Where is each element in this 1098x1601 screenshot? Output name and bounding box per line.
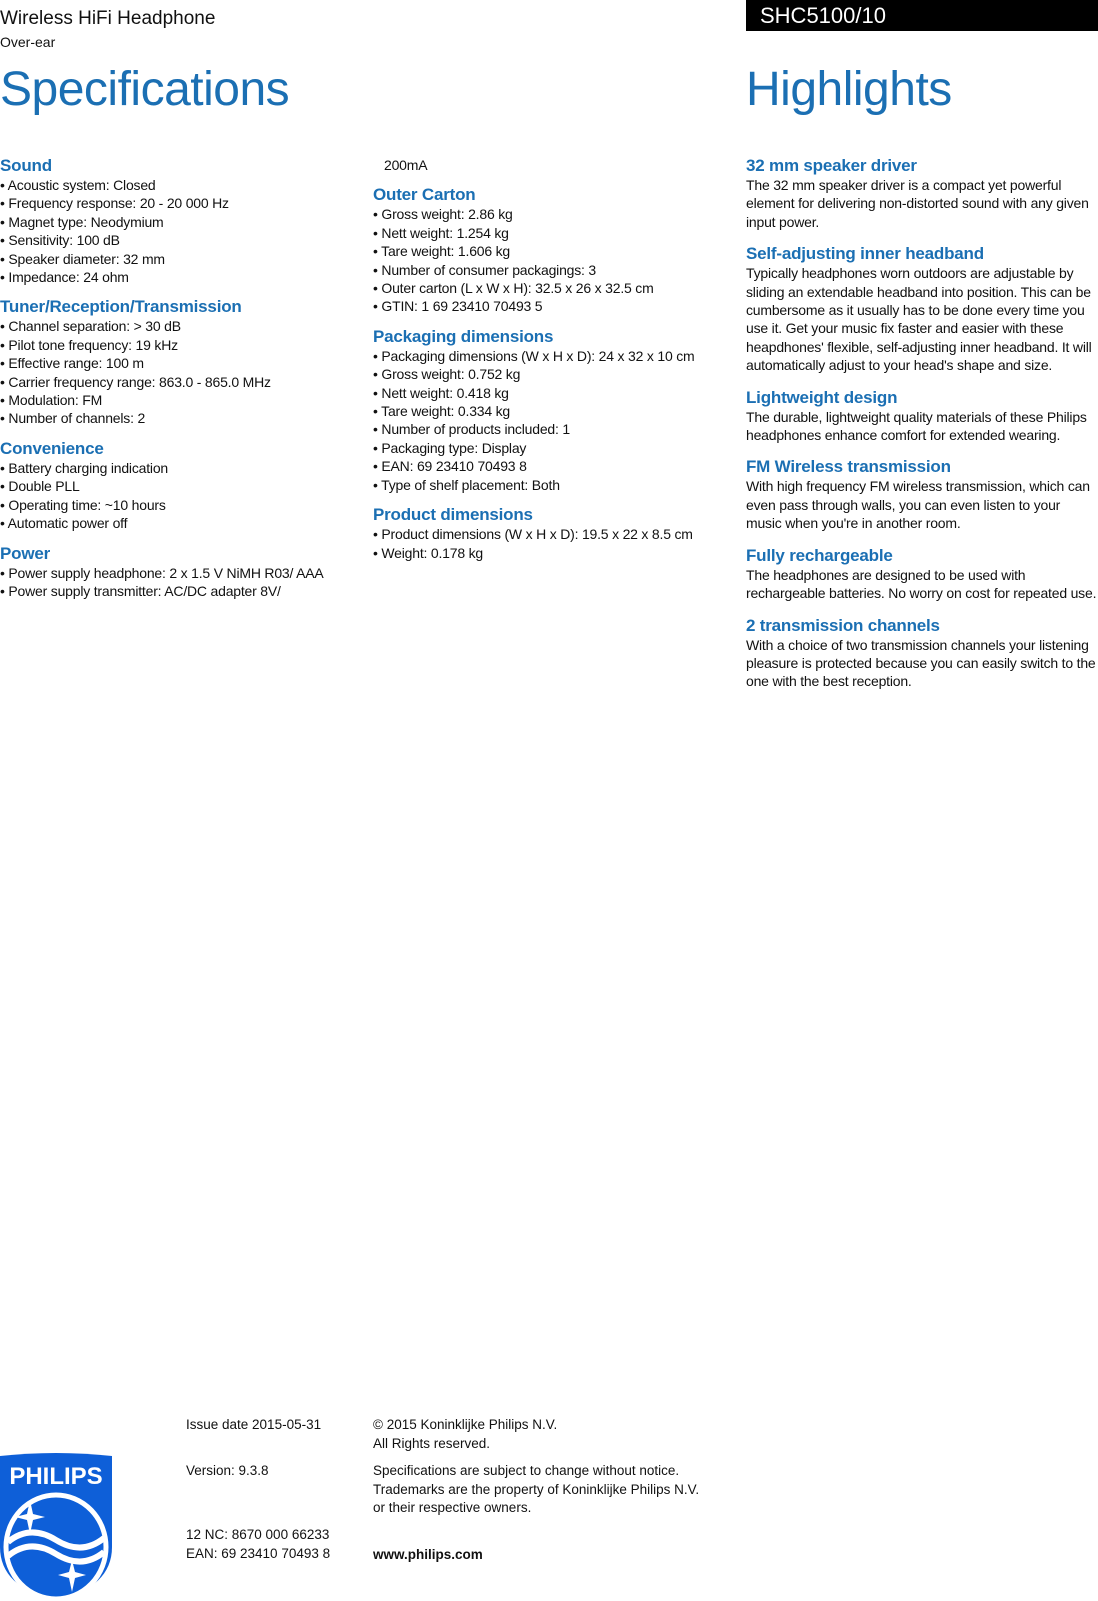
rights: All Rights reserved. <box>373 1435 491 1451</box>
spec-section <box>373 504 718 562</box>
spec-item: • Frequency response: 20 - 20 000 Hz <box>0 194 345 212</box>
spec-item: • Carrier frequency range: 863.0 - 865.0 MHz <box>0 373 345 391</box>
section-heading: Outer Carton <box>373 185 476 205</box>
spec-section <box>0 543 345 601</box>
highlight <box>746 615 1098 691</box>
highlight <box>746 155 1098 231</box>
spec-section <box>373 184 718 315</box>
spec-item: • Tare weight: 1.606 kg <box>373 242 718 260</box>
spec-section <box>0 296 345 427</box>
highlight <box>746 545 1098 603</box>
version: Version: 9.3.8 <box>186 1462 269 1478</box>
copyright: © 2015 Koninklijke Philips N.V. <box>373 1417 558 1432</box>
nc-code: 12 NC: 8670 000 66233 <box>186 1527 330 1543</box>
spec-section <box>373 326 718 494</box>
spec-item: • Automatic power off <box>0 514 345 532</box>
spec-item: • Nett weight: 0.418 kg <box>373 384 718 402</box>
section-heading: Power <box>0 543 51 563</box>
svg-text:PHILIPS: PHILIPS <box>9 1463 103 1490</box>
specifications-title: Specifications <box>0 63 290 116</box>
product-title: Wireless HiFi Headphone <box>0 8 216 29</box>
spec-item: • Magnet type: Neodymium <box>0 213 345 231</box>
spec-section <box>0 155 345 286</box>
spec-item: • Outer carton (L x W x H): 32.5 x 26 x 32.5 cm <box>373 279 718 297</box>
highlight-text: With high frequency FM wireless transmission, which can even pass through walls, you can even listen to your music when you're in another room. <box>746 478 1090 532</box>
spec-item: • Acoustic system: Closed <box>0 176 345 194</box>
philips-logo <box>0 1452 112 1601</box>
notice: Trademarks are the property of Koninklijke Philips N.V. <box>373 1481 700 1497</box>
spec-item: • Number of channels: 2 <box>0 409 345 427</box>
highlight-text: With a choice of two transmission channels your listening pleasure is protected because you can easily switch to the one with the best reception. <box>746 636 1096 690</box>
spec-section <box>0 438 345 533</box>
highlights-title: Highlights <box>746 63 952 116</box>
spec-item: • Speaker diameter: 32 mm <box>0 250 345 268</box>
website-link[interactable]: www.philips.com <box>373 1546 483 1562</box>
spec-item: • Tare weight: 0.334 kg <box>373 402 718 420</box>
spec-item: • Power supply transmitter: AC/DC adapter 8V/ <box>0 582 345 600</box>
spec-item: • EAN: 69 23410 70493 8 <box>373 457 718 475</box>
spec-item: • Double PLL <box>0 477 345 495</box>
notice: or their respective owners. <box>373 1500 532 1516</box>
highlights-column <box>746 155 1098 703</box>
highlight-heading: FM Wireless transmission <box>746 457 951 477</box>
product-subtitle: Over-ear <box>0 34 56 50</box>
spec-item: • Pilot tone frequency: 19 kHz <box>0 336 345 354</box>
specs-column-2 <box>373 155 718 572</box>
spec-item: • Battery charging indication <box>0 459 345 477</box>
spec-item: • Gross weight: 2.86 kg <box>373 205 718 223</box>
section-heading: Convenience <box>0 438 104 458</box>
spec-item: • Number of products included: 1 <box>373 420 718 438</box>
spec-item: • Effective range: 100 m <box>0 354 345 372</box>
continuation-text: 200mA <box>384 157 428 173</box>
spec-item: • Packaging dimensions (W x H x D): 24 x 32 x 10 cm <box>373 347 718 365</box>
spec-item: • Packaging type: Display <box>373 439 718 457</box>
section-heading: Sound <box>0 156 52 175</box>
spec-item: • Operating time: ~10 hours <box>0 496 345 514</box>
spec-item: • Type of shelf placement: Both <box>373 476 718 494</box>
spec-item: • Impedance: 24 ohm <box>0 268 345 286</box>
highlight <box>746 243 1098 374</box>
ean-code: EAN: 69 23410 70493 8 <box>186 1545 331 1561</box>
highlight-heading: 32 mm speaker driver <box>746 156 917 175</box>
spec-item: • Modulation: FM <box>0 391 345 409</box>
section-heading: Tuner/Reception/Transmission <box>0 297 242 317</box>
highlight <box>746 456 1098 532</box>
spec-item: • Product dimensions (W x H x D): 19.5 x 22 x 8.5 cm <box>373 525 718 543</box>
specs-column-1 <box>0 155 345 610</box>
highlight-text: The headphones are designed to be used with rechargeable batteries. No worry on cost for repeated use. <box>746 566 1097 602</box>
highlight-heading: Fully rechargeable <box>746 545 893 565</box>
highlight-text: The durable, lightweight quality materials of these Philips headphones enhance comfort for extended wearing. <box>746 408 1087 444</box>
highlight-heading: Self-adjusting inner headband <box>746 244 984 264</box>
spec-item: • Number of consumer packagings: 3 <box>373 261 718 279</box>
spec-item: • Power supply headphone: 2 x 1.5 V NiMH R03/ AAA <box>0 564 345 582</box>
spec-item: • Weight: 0.178 kg <box>373 544 718 562</box>
model-number: SHC5100/10 <box>746 0 1098 31</box>
highlight-text: The 32 mm speaker driver is a compact yet powerful element for delivering non-distorted sound with any given input power. <box>746 177 1089 230</box>
issue-date: Issue date 2015-05-31 <box>186 1417 322 1432</box>
highlight-heading: 2 transmission channels <box>746 615 940 635</box>
section-heading: Packaging dimensions <box>373 326 554 346</box>
notice: Specifications are subject to change without notice. <box>373 1463 680 1479</box>
footer-legal <box>373 1416 699 1565</box>
highlight <box>746 387 1098 445</box>
footer-meta <box>186 1416 330 1563</box>
section-heading: Product dimensions <box>373 505 533 525</box>
spec-item: • Gross weight: 0.752 kg <box>373 365 718 383</box>
highlight-heading: Lightweight design <box>746 387 898 407</box>
spec-item: • GTIN: 1 69 23410 70493 5 <box>373 297 718 315</box>
spec-item: • Sensitivity: 100 dB <box>0 231 345 249</box>
spec-item: • Nett weight: 1.254 kg <box>373 224 718 242</box>
spec-item: • Channel separation: > 30 dB <box>0 317 345 335</box>
highlight-text: Typically headphones worn outdoors are adjustable by sliding an extendable headband into position. This can be cumbersome as it usually has to be done every time you use it. Get your music fix faster and easier with these heapdhones' flexible, self-adjusting inner headband. It will automatically adjust to your head's shape and size. <box>746 265 1092 374</box>
